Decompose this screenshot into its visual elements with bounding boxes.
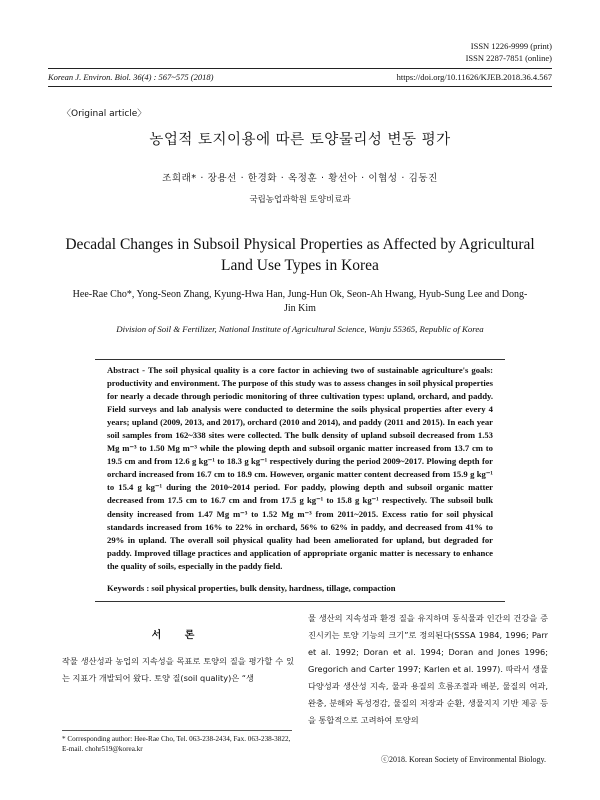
footnote — [62, 730, 294, 754]
intro-right-text: 물 생산의 지속성과 환경 질을 유지하며 동식물과 인간의 건강을 증진시키는 토양 기능의 크기”로 정의된다(SSSA 1984, 1996; Parr et al. 1992; Doran et al. 1994; Doran and Jones 1996; Gregorich and Carter 1997; Karlen et al. 1997). 따라서 생물 다양성과 생산성 지속, 물과 용질의 흐름조절과 배분, 물질의 여과, 완충, 분해와 독성경감, 물질의 저장과 순환, 생물지지 기반 제공 등을 통합적으로 고려하여 토양의 — [308, 613, 548, 725]
title-korean: 농업적 토지이용에 따른 토양물리성 변동 평가 — [149, 132, 451, 148]
intro-left-text: 작물 생산성과 농업의 지속성을 목표로 토양의 질을 평가할 수 있는 지표가 개발되어 왔다. 토양 질(soil quality)은 “생 — [62, 656, 294, 683]
journal-citation: Korean J. Environ. Biol. 36(4) : 567~575 (2018) — [48, 72, 214, 82]
affiliation-korean: 국립농업과학원 토양비료과 — [249, 195, 351, 205]
left-column — [62, 618, 294, 687]
affiliation-english: Division of Soil & Fertilizer, National Institute of Agricultural Science, Wanju 55365, Republic of Korea — [116, 324, 484, 334]
doi-link[interactable]: https://doi.org/10.11626/KJEB.2018.36.4.567 — [396, 72, 552, 82]
title-english: Decadal Changes in Subsoil Physical Properties as Affected by Agricultural Land Use Types in Korea — [65, 236, 535, 274]
footnote-rule — [62, 730, 292, 731]
authors-korean: 조희래* · 장용선 · 한경화 · 옥정훈 · 황선아 · 이협성 · 김동진 — [162, 173, 438, 184]
section-title: 서 론 — [151, 630, 205, 641]
issn-print: ISSN 1226-9999 (print) — [470, 41, 552, 51]
top-rule — [48, 68, 552, 69]
issn-block — [466, 40, 552, 64]
abstract-text: Abstract - The soil physical quality is a core factor in achieving two of sustainable agriculture's goals: productivity and environment. The purpose of this study was to assess changes in soil physical properties for nearly a decade through periodic monitoring of three cultivation types: upland, orchard, and paddy. Field surveys and lab analysis were conducted to determine the soils physical properties after every 4 years; upland (2009, 2013, and 2017), orchard (2010 and 2014), and paddy (2011 and 2015). In each year soil samples from 162~338 sites were collected. The bulk density of upland subsoil decreased from 1.53 Mg m⁻³ to 1.50 Mg m⁻³ while the plowing depth and subsoil organic matter increased from 13.7 cm to 19.5 cm and from 12.6 g kg⁻¹ to 18.3 g kg⁻¹ respectively during the period 2009~2017. Plowing depth for orchard increased from 16.7 cm to 18.9 cm. However, organic matter content decreased from 15.9 g kg⁻¹ to 15.4 g kg⁻¹ during the 2010~2014 period. For paddy, plowing depth and subsoil organic matter decreased from 17.5 cm to 16.7 cm and from 17.5 g kg⁻¹ to 15.8 g kg⁻¹ respectively. The subsoil bulk density increased from 1.47 Mg m⁻³ to 1.52 Mg m⁻³ from 2011~2015. Excess ratio for soil physical standards increased from 16% to 22% in orchard, 56% to 62% in paddy, and decreased from 41% to 29% in upland. The overall soil physical quality had been ameliorated for upland, but degraded for paddy. Improved tillage practices and application of appropriate organic matter is necessary to enhance the quality of soils, especially in the paddy field. — [107, 365, 493, 571]
header-bottom-rule — [48, 86, 552, 87]
issn-online: ISSN 2287-7851 (online) — [465, 53, 552, 63]
authors-english: Hee-Rae Cho*, Yong-Seon Zhang, Kyung-Hwa Han, Jung-Hun Ok, Seon-Ah Hwang, Hyub-Sung Lee and Dong-Jin Kim — [72, 289, 528, 314]
corresponding-author: * Corresponding author: Hee-Rae Cho, Tel. 063-238-2434, Fax. 063-238-3822, E-mail. chohr519@korea.kr — [62, 735, 291, 753]
article-type: 〈Original article〉 — [62, 109, 147, 119]
abstract-box — [95, 359, 505, 602]
right-column — [308, 610, 548, 729]
copyright: ⓒ2018. Korean Society of Environmental Biology. — [380, 755, 546, 764]
keywords: Keywords : soil physical properties, bulk density, hardness, tillage, compaction — [107, 582, 396, 593]
